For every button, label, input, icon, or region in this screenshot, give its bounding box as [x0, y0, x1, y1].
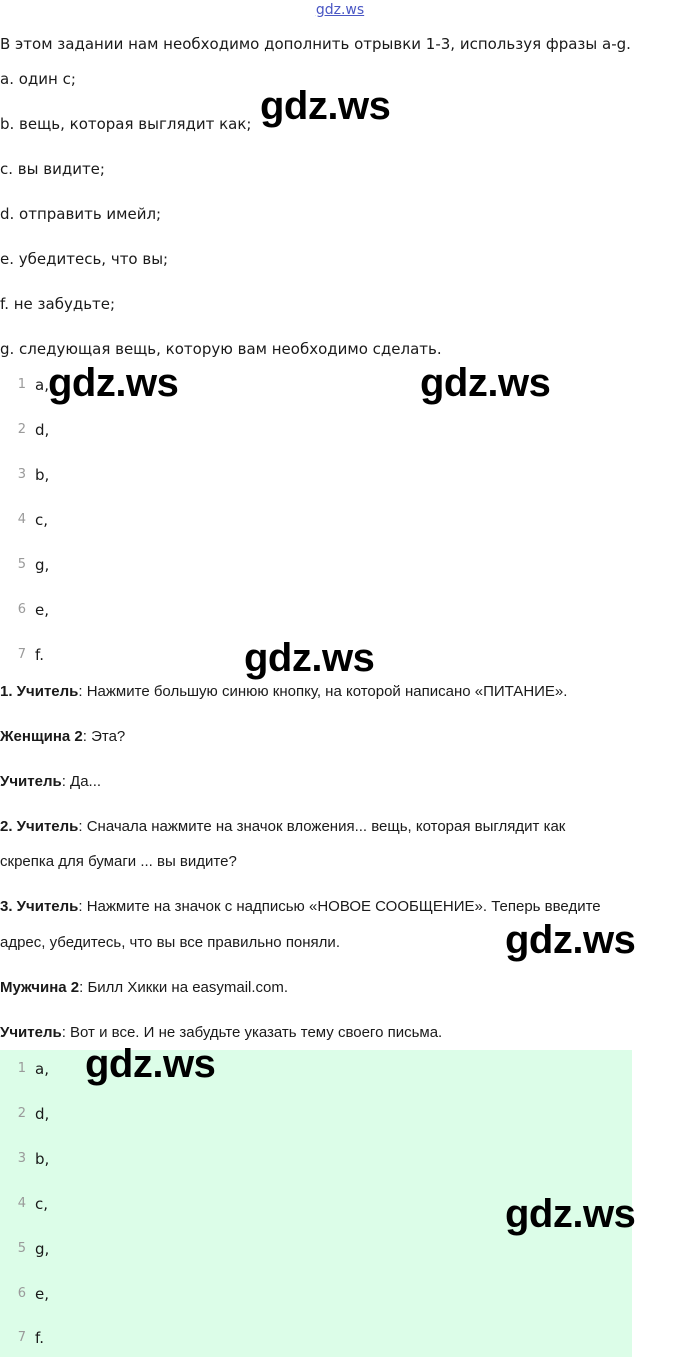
answer-number: 3 [17, 467, 26, 482]
dialog-text: скрепка для бумаги ... вы видите? [0, 853, 237, 870]
answer-number: 4 [17, 1196, 26, 1211]
dialog-text: : Сначала нажмите на значок вложения... вещь, которая выглядит как [78, 818, 566, 835]
answer-number: 5 [17, 1241, 26, 1256]
intro-text: В этом задании нам необходимо дополнить отрывки 1-3, используя фразы a-g. [0, 35, 631, 53]
speaker-label: 2. Учитель [0, 818, 79, 835]
answer-number: 2 [17, 422, 26, 437]
answer-number: 7 [17, 647, 26, 662]
site-url-link[interactable]: gdz.ws [315, 2, 365, 18]
dialog-text: : Нажмите на значок с надписью «НОВОЕ СООБЩЕНИЕ». Теперь введите [78, 898, 601, 915]
answer-value: c, [35, 1195, 49, 1213]
answer-value: e, [35, 1285, 49, 1303]
answer-number: 1 [17, 1061, 26, 1076]
phrase-item: d. отправить имейл; [0, 205, 162, 223]
speaker-label: Учитель [0, 773, 62, 790]
dialog-line [0, 816, 565, 837]
dialog-line-continued [0, 851, 237, 872]
phrase-item: b. вещь, которая выглядит как; [0, 115, 252, 133]
watermark: gdz.ws [85, 1042, 216, 1086]
dialog-text: : Эта? [82, 728, 126, 745]
answer-value: e, [35, 601, 49, 619]
dialog-line [0, 771, 101, 792]
speaker-label: Учитель [0, 1024, 62, 1041]
answer-number: 6 [17, 602, 26, 617]
dialog-line-continued [0, 932, 340, 953]
answer-value: c, [35, 511, 49, 529]
dialog-text: адрес, убедитесь, что вы все правильно поняли. [0, 934, 340, 951]
dialog-line [0, 726, 125, 747]
dialog-text: : Билл Хикки на easymail.com. [79, 979, 289, 996]
watermark: gdz.ws [505, 918, 636, 962]
answer-value: f. [35, 1329, 44, 1347]
answer-value: b, [35, 466, 50, 484]
answer-number: 2 [17, 1106, 26, 1121]
watermark: gdz.ws [244, 636, 375, 680]
answer-value: b, [35, 1150, 50, 1168]
speaker-label: Мужчина 2 [0, 979, 80, 996]
dialog-text: : Вот и все. И не забудьте указать тему своего письма. [61, 1024, 443, 1041]
phrase-item: c. вы видите; [0, 160, 105, 178]
dialog-line [0, 977, 288, 998]
answer-value: d, [35, 1105, 50, 1123]
answer-number: 5 [17, 557, 26, 572]
answer-value: g, [35, 1240, 50, 1258]
phrase-item: g. следующая вещь, которую вам необходимо сделать. [0, 340, 442, 358]
phrase-item: a. один с; [0, 70, 76, 88]
phrase-item: e. убедитесь, что вы; [0, 250, 169, 268]
answer-value: a, [35, 376, 49, 394]
speaker-label: Женщина 2 [0, 728, 83, 745]
watermark: gdz.ws [420, 361, 551, 405]
answer-number: 1 [17, 377, 26, 392]
dialog-line [0, 1022, 442, 1043]
dialog-line [0, 681, 567, 702]
answer-number: 3 [17, 1151, 26, 1166]
watermark: gdz.ws [505, 1192, 636, 1236]
answer-value: d, [35, 421, 50, 439]
answer-number: 4 [17, 512, 26, 527]
answer-value: g, [35, 556, 50, 574]
answer-value: f. [35, 646, 44, 664]
speaker-label: 1. Учитель [0, 683, 79, 700]
dialog-line [0, 896, 601, 917]
watermark: gdz.ws [48, 361, 179, 405]
answer-number: 6 [17, 1286, 26, 1301]
dialog-text: : Да... [61, 773, 102, 790]
phrase-item: f. не забудьте; [0, 295, 116, 313]
dialog-text: : Нажмите большую синюю кнопку, на которой написано «ПИТАНИЕ». [78, 683, 568, 700]
speaker-label: 3. Учитель [0, 898, 79, 915]
answer-number: 7 [17, 1330, 26, 1345]
answer-value: a, [35, 1060, 49, 1078]
watermark: gdz.ws [260, 84, 391, 128]
